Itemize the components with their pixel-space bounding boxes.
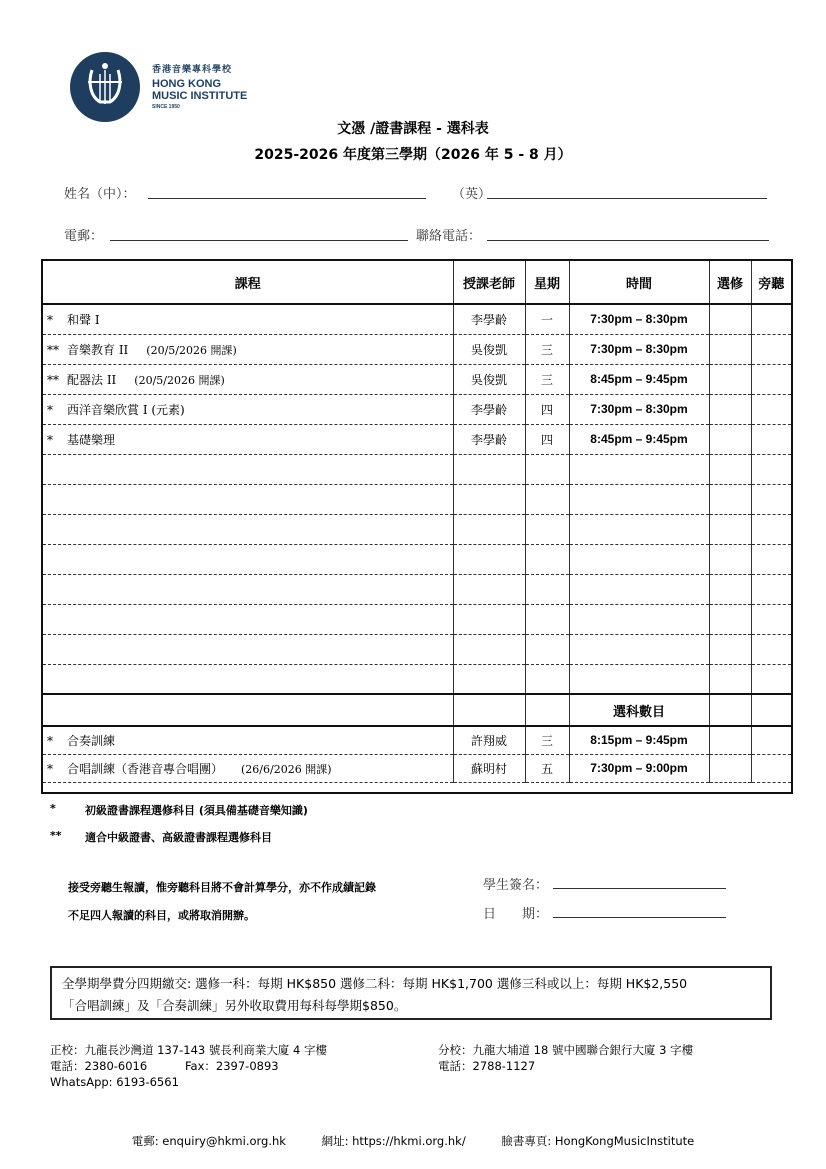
whatsapp: WhatsApp: 6193-6561 (50, 1075, 179, 1089)
name-zh-field[interactable] (148, 198, 426, 199)
table-row (43, 394, 791, 424)
footer (0, 1133, 826, 1149)
time-cell: 7:30pm – 8:30pm (569, 334, 709, 364)
elective-checkbox[interactable] (709, 334, 751, 364)
time-cell: 8:15pm – 9:45pm (569, 726, 709, 754)
course-cell (43, 334, 453, 364)
day-cell: 四 (525, 394, 569, 424)
empty-row (43, 484, 791, 514)
empty-row (43, 544, 791, 574)
course-mark: * (47, 402, 53, 417)
course-table (41, 259, 793, 794)
fee-line-2: 「合唱訓練」及「合奏訓練」另外收取費用每科每學期$850。 (62, 998, 407, 1013)
table-row (43, 726, 791, 754)
elective-checkbox[interactable] (709, 634, 751, 664)
elective-checkbox[interactable] (709, 394, 751, 424)
course-name: 配器法 II (67, 372, 117, 387)
signature-label: 學生簽名： (483, 878, 549, 893)
course-name: 西洋音樂欣賞 I (元素) (67, 402, 185, 417)
audit-checkbox[interactable] (751, 364, 791, 394)
email-label: 電郵： (64, 229, 104, 244)
course-mark: ** (47, 342, 59, 357)
audit-checkbox[interactable] (751, 604, 791, 634)
empty-row (43, 454, 791, 484)
branch-phone: 電話：2788-1127 (438, 1059, 536, 1073)
course-mark: * (47, 432, 53, 447)
course-cell (43, 726, 453, 754)
audit-checkbox[interactable] (751, 726, 791, 754)
header-audit: 旁聽 (751, 261, 791, 304)
audit-checkbox[interactable] (751, 424, 791, 454)
elective-checkbox[interactable] (709, 726, 751, 754)
school-logo (70, 52, 270, 122)
course-note: (26/6/2026 開課) (241, 762, 332, 776)
course-mark: * (47, 761, 53, 776)
elective-checkbox[interactable] (709, 604, 751, 634)
table-row (43, 364, 791, 394)
note-1-mark: * (50, 802, 56, 815)
elective-checkbox[interactable] (709, 364, 751, 394)
table-row (43, 424, 791, 454)
fee-box (50, 966, 772, 1020)
course-mark: * (47, 312, 53, 327)
fee-line-1: 全學期學費分四期繳交: 選修一科：每期 HK$850 選修二科：每期 HK$1,700 選修三科或以上：每期 HK$2,550 (62, 976, 688, 991)
main-campus-fax: Fax：2397-0893 (185, 1059, 279, 1073)
course-name: 和聲 I (67, 312, 100, 327)
note-1-text: 初級證書課程選修科目 (須具備基礎音樂知識) (85, 804, 308, 817)
phone-field[interactable] (487, 240, 769, 241)
audit-checkbox[interactable] (751, 454, 791, 484)
audit-checkbox[interactable] (751, 754, 791, 782)
elective-checkbox[interactable] (709, 544, 751, 574)
name-zh-label: 姓名（中）： (64, 187, 136, 202)
course-cell (43, 304, 453, 334)
day-cell: 三 (525, 334, 569, 364)
audit-checkbox[interactable] (751, 484, 791, 514)
form-title: 文憑 /證書課程 - 選科表 (337, 121, 489, 137)
footer-email[interactable]: 電郵: enquiry@hkmi.org.hk (131, 1134, 286, 1148)
course-mark: * (47, 733, 53, 748)
empty-row (43, 574, 791, 604)
header-day: 星期 (525, 261, 569, 304)
course-name: 基礎樂理 (67, 432, 116, 447)
note-2-text: 適合中級證書、高級證書課程選修科目 (85, 831, 272, 844)
day-cell: 四 (525, 424, 569, 454)
elective-checkbox[interactable] (709, 454, 751, 484)
name-en-field[interactable] (487, 198, 767, 199)
header-time: 時間 (569, 261, 709, 304)
time-cell: 7:30pm – 8:30pm (569, 304, 709, 334)
empty-row (43, 514, 791, 544)
logo-since: SINCE 1950 (152, 104, 180, 110)
elective-checkbox[interactable] (709, 514, 751, 544)
day-cell: 一 (525, 304, 569, 334)
time-cell: 8:45pm – 9:45pm (569, 364, 709, 394)
course-name: 合唱訓練（香港音專合唱團） (67, 761, 224, 776)
teacher-cell: 李學齡 (453, 304, 525, 334)
teacher-cell: 李學齡 (453, 424, 525, 454)
lyre-logo-icon (70, 52, 140, 122)
main-campus-address: 正校：九龍長沙灣道 137-143 號長利商業大廈 4 字樓 (50, 1043, 327, 1057)
course-note: (20/5/2026 開課) (146, 343, 237, 357)
footer-facebook[interactable]: 臉書專頁: HongKongMusicInstitute (501, 1134, 695, 1148)
audit-checkbox[interactable] (751, 514, 791, 544)
course-mark: ** (47, 372, 59, 387)
course-cell (43, 364, 453, 394)
name-en-label: （英） (452, 187, 492, 202)
elective-checkbox[interactable] (709, 304, 751, 334)
logo-name-en-1: HONG KONG (152, 78, 222, 90)
time-cell: 7:30pm – 8:30pm (569, 394, 709, 424)
empty-row (43, 664, 791, 694)
audit-checkbox[interactable] (751, 334, 791, 364)
audit-remark: 接受旁聽生報讀，惟旁聽科目將不會計算學分，亦不作成績記錄 (68, 881, 376, 894)
main-campus-phone: 電話：2380-6016 (50, 1059, 148, 1073)
time-cell: 7:30pm – 9:00pm (569, 754, 709, 782)
total-elective-field[interactable] (709, 694, 751, 726)
header-course: 課程 (43, 261, 453, 304)
header-elective: 選修 (709, 261, 751, 304)
elective-checkbox[interactable] (709, 574, 751, 604)
signature-field[interactable] (553, 888, 726, 889)
total-row (43, 694, 791, 726)
empty-row (43, 634, 791, 664)
empty-row (43, 604, 791, 634)
course-cell (43, 424, 453, 454)
elective-checkbox[interactable] (709, 484, 751, 514)
teacher-cell: 蘇明村 (453, 754, 525, 782)
audit-checkbox[interactable] (751, 544, 791, 574)
teacher-cell: 李學齡 (453, 394, 525, 424)
course-name: 音樂教育 II (67, 342, 129, 357)
course-cell (43, 394, 453, 424)
term-title: 2025-2026 年度第三學期（2026 年 5 - 8 月） (254, 147, 572, 163)
day-cell: 三 (525, 726, 569, 754)
header-teacher: 授課老師 (453, 261, 525, 304)
elective-checkbox[interactable] (709, 754, 751, 782)
total-audit-field[interactable] (751, 694, 791, 726)
logo-name-zh: 香港音樂專科學校 (152, 64, 233, 74)
day-cell: 五 (525, 754, 569, 782)
table-row (43, 754, 791, 782)
teacher-cell: 許翔威 (453, 726, 525, 754)
elective-checkbox[interactable] (709, 664, 751, 694)
phone-label: 聯絡電話： (416, 229, 482, 244)
audit-checkbox[interactable] (751, 574, 791, 604)
table-header-row (43, 261, 791, 304)
elective-checkbox[interactable] (709, 424, 751, 454)
course-name: 合奏訓練 (67, 733, 116, 748)
day-cell: 三 (525, 364, 569, 394)
audit-checkbox[interactable] (751, 664, 791, 694)
date-label: 日 期： (483, 907, 549, 922)
audit-checkbox[interactable] (751, 394, 791, 424)
course-note: (20/5/2026 開課) (134, 373, 225, 387)
cancel-remark: 不足四人報讀的科目，或將取消開辦。 (68, 909, 255, 922)
teacher-cell: 吳俊凱 (453, 364, 525, 394)
teacher-cell: 吳俊凱 (453, 334, 525, 364)
note-2-mark: ** (50, 829, 62, 842)
branch-address: 分校：九龍大埔道 18 號中國聯合銀行大廈 3 字樓 (438, 1043, 694, 1057)
date-field[interactable] (553, 917, 726, 918)
time-cell: 8:45pm – 9:45pm (569, 424, 709, 454)
table-row (43, 334, 791, 364)
email-field[interactable] (110, 240, 408, 241)
table-row (43, 304, 791, 334)
course-cell (43, 754, 453, 782)
audit-checkbox[interactable] (751, 304, 791, 334)
total-label: 選科數目 (569, 694, 709, 726)
footer-website[interactable]: 網址: https://hkmi.org.hk/ (321, 1134, 466, 1148)
audit-checkbox[interactable] (751, 634, 791, 664)
logo-name-en-2: MUSIC INSTITUTE (152, 90, 248, 102)
